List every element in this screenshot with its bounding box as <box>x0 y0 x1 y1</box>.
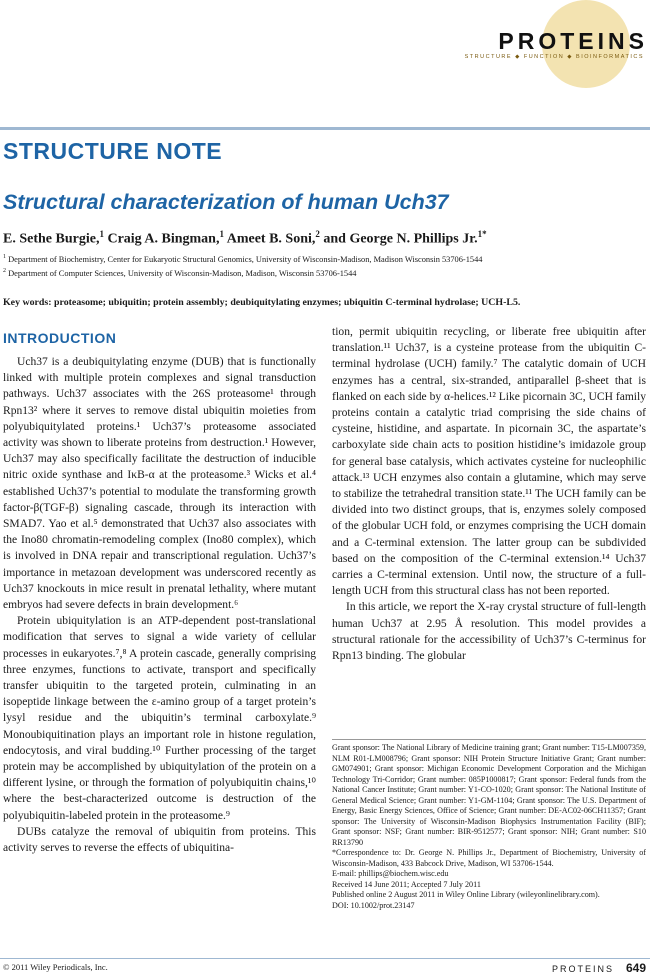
copyright: © 2011 Wiley Periodicals, Inc. <box>3 962 108 972</box>
received-date: Received 14 June 2011; Accepted 7 July 2011 <box>332 879 481 889</box>
author-name: Ameet B. Soni, <box>226 231 316 247</box>
author-name: Craig A. Bingman, <box>107 231 220 247</box>
page-number: 649 <box>625 961 646 975</box>
page-footer <box>552 959 646 977</box>
grant-info: Grant sponsor: The National Library of Medicine training grant; Grant number: T15-LM007359, NLM R01-LM008796; Grant sponsor: NIH Protein Structure Initiative Grant; Grant number: GM074901; Grant sponsor: Michigan Economic Development Corporation and the Michigan Technology Tri-Corridor; Grant number: 085P1000817; Grant sponsor: Federal funds from the National Cancer Institute; Grant number: Y1-CO-1020; Grant sponsor: The National Institute of General Medical Science; Grant number: Y1-GM-1104; Grant sponsor: The U.S. Department of Energy, Basic Energy Sciences, Office of Science; Grant number: DE-AC02-06CH11357; Grant sponsor: The University of Wisconsin-Madison Biophysics Instrumentation Facility (BIF); Grant sponsor: NSF; Grant number: BIR-9512577; Grant sponsor: NIH; Grant number: S10 RR13790 <box>332 743 646 847</box>
affiliation-sup: 1 <box>3 254 6 260</box>
author-sup: 2 <box>315 229 320 239</box>
body-column-left <box>3 354 316 856</box>
paper-title: Structural characterization of human Uch37 <box>3 190 449 214</box>
paragraph: tion, permit ubiquitin recycling, or liberate free ubiquitin after translation.¹¹ Uch37, is a cysteine protease from the ubiquitin C-terminal hydrolase (UCH) family.⁷ The catalytic domain of UCH enzymes has a central, six-stranded, antiparallel β-sheet that is flanked on each side by α-helices.¹² Like picornain 3C, UCH family proteins contain a catalytic triad comprising the side chains of cysteine, histidine, and aspartate. In picornain 3C, the aspartate’s carboxylate side chain acts to position histidine’s imidazole group for general base catalysis, which activates cysteine for nucleophilic attack.¹³ UCH enzymes also contain a glutamine, which may serve to stabilize the tetrahedral transition state.¹¹ The UCH family can be divided into two distinct groups, that is, enzymes solely composed of the globular UCH fold, or enzymes comprising the UCH domain and a C-terminal extension. The latter group can be subdivided based on the composition of the C-terminal extension.¹⁴ Uch37 carries a C-terminal extension. Until now, the structure of a full-length UCH from this structural class has not been reported. <box>332 326 646 598</box>
doi: DOI: 10.1002/prot.23147 <box>332 900 415 910</box>
author-name: E. Sethe Burgie, <box>3 231 100 247</box>
keywords: Key words: proteasome; ubiquitin; protein assembly; deubiquitylating enzymes; ubiquitin C-terminal hydrolase; UCH-L5. <box>3 297 521 308</box>
author-sup: 1 <box>219 229 224 239</box>
paragraph: DUBs catalyze the removal of ubiquitin from proteins. This activity serves to reverse the effects of ubiquitina- <box>3 825 316 855</box>
affiliation-text: Department of Computer Sciences, University of Wisconsin-Madison, Madison, Wisconsin 53706-1544 <box>8 268 357 278</box>
author-name: and George N. Phillips Jr. <box>323 231 478 247</box>
body-column-right <box>332 324 646 664</box>
top-rule <box>0 127 650 130</box>
correspondence: *Correspondence to: Dr. George N. Phillips Jr., Department of Biochemistry, University of Wisconsin-Madison, 433 Babcock Drive, Madison, WI 53706-1544. <box>332 848 646 868</box>
email: E-mail: phillips@biochem.wisc.edu <box>332 869 449 878</box>
paragraph: Uch37 is a deubiquitylating enzyme (DUB) that is functionally linked with multiple protein complexes and signal transduction pathways. Uch37 associates with the 26S proteasome¹ through Rpn13² where it serves to remove distal ubiquitin moieties from polyubiquitylated proteins.¹ Uch37’s proteasome associated activity was shown to liberate proteins from destruction.¹ However, Uch37 may also specifically facilitate the destruction of inducible nitric oxide synthase and IκB-α at the proteasome.³ Wicks et al.⁴ established Uch37’s potential to modulate the transforming growth factor-β(TGF-β) signaling cascade, through its interaction with SMAD7. Yao et al.⁵ demonstrated that Uch37 also associates with the Ino80 chromatin-remodeling complex (Ino80 complex), which is involved in DNA repair and transcriptional regulation. Uch37’s importance in metazoan development was underscored recently as Uch37 knockouts in mice result in prenatal lethality, where mutant embryos had severe defects in brain development.⁶ <box>3 356 316 612</box>
paragraph: Protein ubiquitylation is an ATP-dependent post-translational modification that serves to signal a wide variety of cellular processes in eukaryotes.⁷,⁸ A protein cascade, generally comprising three enzymes, functions to activate, transport and specifically transfer ubiquitin to the targeted protein, culminating in an isopeptide linkage between the ε-amino group of a target protein’s lysyl residue and the ubiquitin’s terminal carboxylate.⁹ Monoubiquitination plays an important role in histone regulation, endocytosis, and viral budding.¹⁰ Further processing of the target protein may be accomplished by ubiquitylation of the protein on a different lysine, or through the formation of polyubiquitin chains,¹⁰ where the best-characterized outcome is destruction of the polyubiquitin-labeled protein in the proteasome.⁹ <box>3 615 316 822</box>
journal-brand <box>465 28 648 60</box>
footnote-rule <box>332 739 646 740</box>
journal-tagline: STRUCTURE ◆ FUNCTION ◆ BIOINFORMATICS <box>464 54 644 60</box>
affiliation-sup: 2 <box>3 268 6 274</box>
paragraph: In this article, we report the X-ray crystal structure of full-length human Uch37 at 2.95 Å resolution. This model provides a structural rationale for the accessibility of Uch37’s C-terminus for Rpn13 binding. The globular <box>332 601 646 663</box>
author-sup: 1* <box>477 229 487 239</box>
author-sup: 1 <box>99 229 104 239</box>
affiliation-2 <box>3 268 357 278</box>
published-info: Published online 2 August 2011 in Wiley Online Library (wileyonlinelibrary.com). <box>332 890 600 899</box>
journal-name: PROTEINS <box>498 28 648 54</box>
footnote-block <box>332 743 646 911</box>
section-heading-introduction: INTRODUCTION <box>3 330 117 346</box>
affiliation-1 <box>3 254 482 264</box>
author-list <box>3 229 487 248</box>
section-label: STRUCTURE NOTE <box>3 138 223 164</box>
affiliation-text: Department of Biochemistry, Center for Eukaryotic Structural Genomics, University of Wisconsin-Madison, Madison Wisconsin 53706-1544 <box>8 254 483 264</box>
footer-journal: PROTEINS <box>551 964 614 974</box>
